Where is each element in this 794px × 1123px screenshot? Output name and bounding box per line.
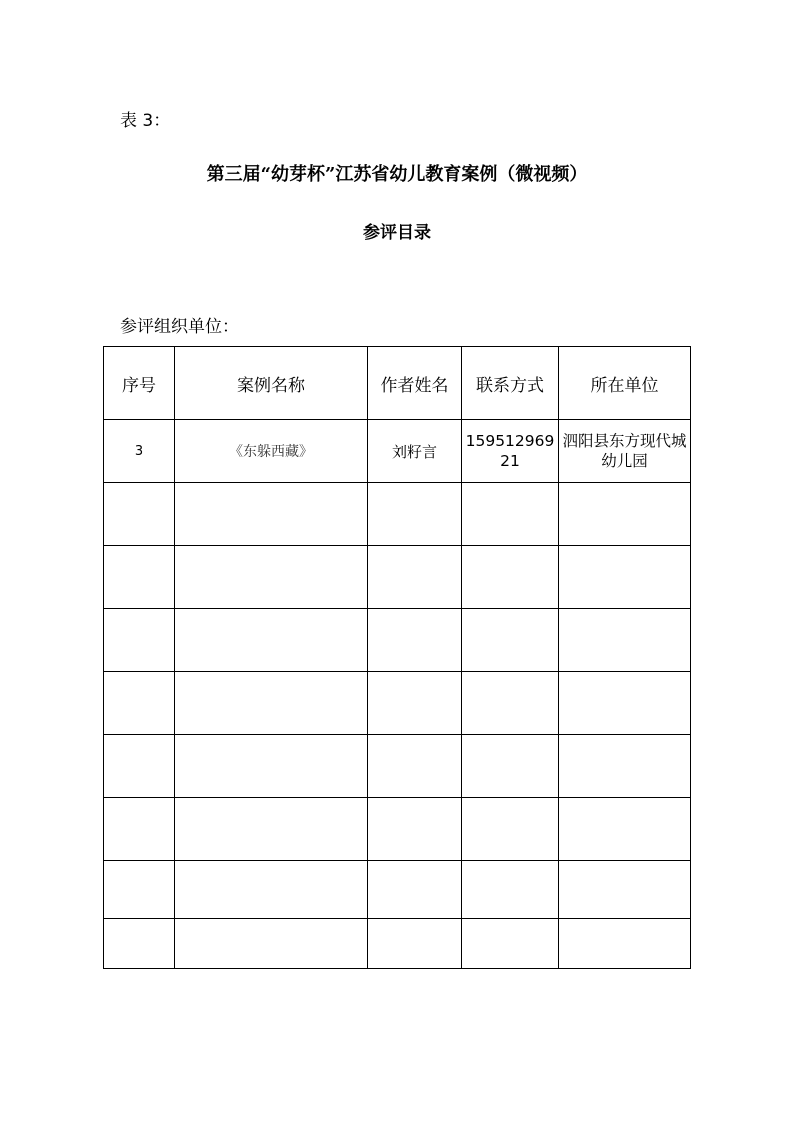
empty-cell	[175, 919, 368, 969]
empty-cell	[462, 861, 559, 919]
empty-cell	[368, 609, 462, 672]
empty-cell	[368, 861, 462, 919]
cell-case-name: 《东躲西藏》	[175, 420, 368, 483]
table-row-empty	[104, 735, 691, 798]
empty-cell	[104, 735, 175, 798]
table-row-empty	[104, 483, 691, 546]
empty-cell	[104, 919, 175, 969]
cell-contact: 15951296921	[462, 420, 559, 483]
empty-cell	[462, 672, 559, 735]
empty-cell	[368, 919, 462, 969]
empty-cell	[175, 735, 368, 798]
table-row-empty	[104, 919, 691, 969]
empty-cell	[559, 609, 691, 672]
header-case-name: 案例名称	[175, 347, 368, 420]
empty-cell	[104, 672, 175, 735]
table-label: 表 3：	[120, 111, 171, 131]
empty-cell	[368, 546, 462, 609]
empty-cell	[175, 798, 368, 861]
empty-cell	[462, 609, 559, 672]
empty-cell	[104, 861, 175, 919]
empty-cell	[104, 483, 175, 546]
empty-cell	[368, 483, 462, 546]
table-row-empty	[104, 861, 691, 919]
table-row-empty	[104, 609, 691, 672]
document-title: 第三届“幼芽杯”江苏省幼儿教育案例（微视频）	[206, 164, 588, 185]
empty-cell	[462, 919, 559, 969]
header-unit: 所在单位	[559, 347, 691, 420]
cell-index: 3	[104, 420, 175, 483]
empty-cell	[175, 672, 368, 735]
empty-cell	[559, 798, 691, 861]
header-index: 序号	[104, 347, 175, 420]
empty-cell	[175, 861, 368, 919]
empty-cell	[104, 798, 175, 861]
table-row-empty	[104, 546, 691, 609]
catalog-table	[103, 346, 691, 969]
empty-cell	[368, 672, 462, 735]
empty-cell	[462, 546, 559, 609]
empty-cell	[368, 798, 462, 861]
cell-author: 刘籽言	[368, 420, 462, 483]
empty-cell	[462, 483, 559, 546]
table-header-row	[104, 347, 691, 420]
table-row-empty	[104, 798, 691, 861]
empty-cell	[559, 483, 691, 546]
empty-cell	[462, 798, 559, 861]
header-author: 作者姓名	[368, 347, 462, 420]
empty-cell	[559, 861, 691, 919]
table-row	[104, 420, 691, 483]
empty-cell	[559, 672, 691, 735]
empty-cell	[175, 546, 368, 609]
empty-cell	[104, 609, 175, 672]
document-subtitle: 参评目录	[363, 223, 431, 243]
empty-cell	[559, 735, 691, 798]
header-contact: 联系方式	[462, 347, 559, 420]
empty-cell	[559, 919, 691, 969]
organization-label: 参评组织单位：	[120, 317, 239, 337]
empty-cell	[462, 735, 559, 798]
empty-cell	[175, 609, 368, 672]
empty-cell	[175, 483, 368, 546]
table-row-empty	[104, 672, 691, 735]
empty-cell	[368, 735, 462, 798]
empty-cell	[559, 546, 691, 609]
cell-unit: 泗阳县东方现代城幼儿园	[559, 420, 691, 483]
empty-cell	[104, 546, 175, 609]
